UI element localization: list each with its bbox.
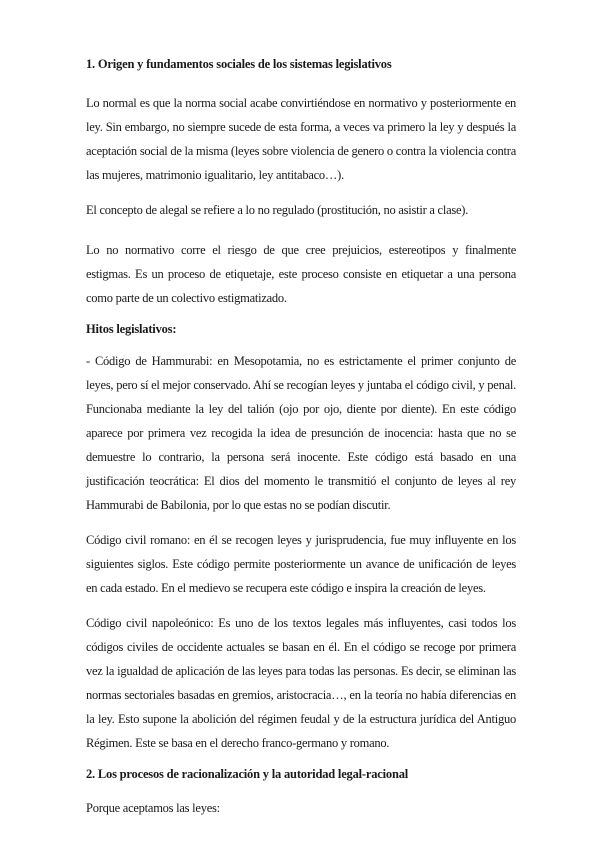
paragraph-no-normativo: Lo no normativo corre el riesgo de que cree prejuicios, estereotipos y finalmente estigmas. Es un proceso de etiquetaje, este proceso consiste en etiquetar a una persona como parte de un colectivo estigmatizado.	[86, 243, 516, 305]
document-page	[86, 56, 516, 831]
paragraph-norma-social: Lo normal es que la norma social acabe convirtiéndose en normativo y posteriormente en ley. Sin embargo, no siempre sucede de esta forma, a veces va primero la ley y después la aceptación social de la misma (leyes sobre violencia de genero o contra la violencia contra las mujeres, matrimonio igualitario, ley antitabaco…).	[86, 96, 516, 182]
section1-heading: 1. Origen y fundamentos sociales de los sistemas legislativos	[86, 57, 392, 71]
paragraph-alegal: El concepto de alegal se refiere a lo no regulado (prostitución, no asistir a clase).	[86, 203, 469, 217]
paragraph-porque-aceptamos: Porque aceptamos las leyes:	[86, 801, 220, 815]
paragraph-codigo-romano: Código civil romano: en él se recogen leyes y jurisprudencia, fue muy influyente en los siguientes siglos. Este código permite posteriormente un avance de unificación de leyes en cada estado. En el medievo se recupera este código e inspira la creación de leyes.	[86, 533, 516, 595]
paragraph-codigo-napoleonico: Código civil napoleónico: Es uno de los textos legales más influyentes, casi todos los códigos civiles de occidente actuales se basan en él. En el código se recoge por primera vez la igualdad de aplicación de las leyes para todas las personas. Es decir, se eliminan las normas sectoriales basadas en gremios, aristocracia…, en la teoría no había diferencias en la ley. Esto supone la abolición del régimen feudal y de la estructura jurídica del Antiguo Régimen. Este se basa en el derecho franco-germano y romano.	[86, 616, 516, 750]
section2-heading: 2. Los procesos de racionalización y la autoridad legal-racional	[86, 767, 409, 781]
paragraph-hammurabi: - Código de Hammurabi: en Mesopotamia, no es estrictamente el primer conjunto de leyes, pero sí el mejor conservado. Ahí se recogían leyes y juntaba el código civil, y penal. Funcionaba mediante la ley del talión (ojo por ojo, diente por diente). En este código aparece por primera vez recogida la idea de presunción de inocencia: hasta que no se demuestre lo contrario, la persona será inocente. Este código está basado en una justificación teocrática: El dios del momento le transmitió el conjunto de leyes al rey Hammurabi de Babilonia, por lo que estas no se podían discutir.	[86, 354, 516, 512]
hitos-heading: Hitos legislativos:	[86, 322, 177, 336]
